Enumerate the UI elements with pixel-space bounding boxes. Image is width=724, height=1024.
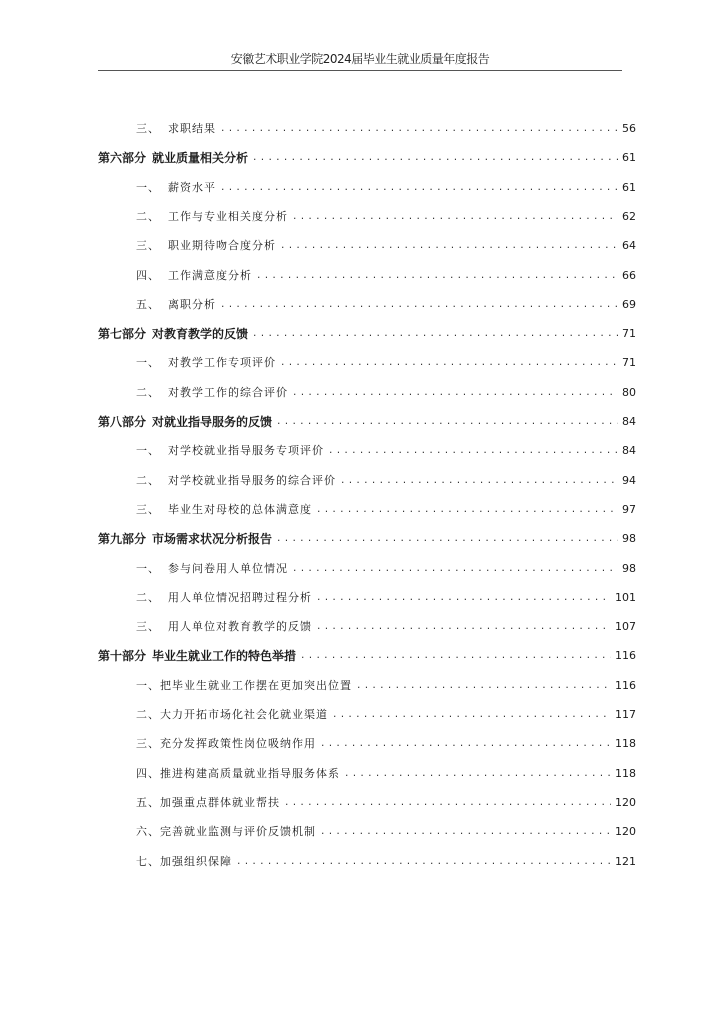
toc-dot-leader xyxy=(252,324,618,344)
toc-entry-number: 第六部分 xyxy=(98,151,147,166)
toc-section-entry[interactable] xyxy=(136,793,636,813)
toc-part-entry[interactable] xyxy=(98,148,636,168)
toc-dot-leader xyxy=(220,295,618,315)
toc-dot-leader xyxy=(220,119,618,139)
toc-entry-number: 一、 xyxy=(136,561,160,575)
toc-dot-leader xyxy=(316,500,618,520)
toc-entry-number: 第九部分 xyxy=(98,532,147,547)
toc-entry-label xyxy=(136,588,312,608)
toc-entry-title: 一、把毕业生就业工作摆在更加突出位置 xyxy=(136,678,352,692)
toc-page-number: 84 xyxy=(622,444,636,458)
toc-entry-title: 五、加强重点群体就业帮扶 xyxy=(136,795,280,809)
toc-dot-leader xyxy=(316,588,611,608)
toc-section-entry[interactable] xyxy=(136,500,636,520)
toc-page-number: 118 xyxy=(615,737,636,751)
toc-page-number: 120 xyxy=(615,795,636,809)
toc-entry-label xyxy=(136,617,312,637)
toc-section-entry[interactable] xyxy=(136,119,636,139)
toc-page-number: 107 xyxy=(615,620,636,634)
toc-entry-label xyxy=(98,412,272,432)
toc-entry-label xyxy=(136,471,336,491)
toc-entry-title: 参与问卷用人单位情况 xyxy=(168,561,288,575)
toc-dot-leader xyxy=(320,734,611,754)
toc-page-number: 64 xyxy=(622,239,636,253)
toc-entry-label xyxy=(136,266,252,286)
toc-page-number: 121 xyxy=(615,854,636,868)
toc-page-number: 61 xyxy=(622,151,636,165)
toc-section-entry[interactable] xyxy=(136,764,636,784)
toc-entry-label xyxy=(136,441,324,461)
toc-entry-title: 对学校就业指导服务专项评价 xyxy=(168,444,324,458)
toc-page-number: 71 xyxy=(622,327,636,341)
toc-entry-title: 对就业指导服务的反馈 xyxy=(152,415,273,429)
toc-entry-label xyxy=(136,119,216,139)
toc-entry-label xyxy=(136,852,232,872)
toc-entry-title: 二、大力开拓市场化社会化就业渠道 xyxy=(136,708,328,721)
toc-entry-label xyxy=(98,529,272,549)
toc-page-number: 118 xyxy=(615,766,636,780)
toc-entry-number: 三、 xyxy=(136,502,160,516)
toc-entry-title: 求职结果 xyxy=(168,122,216,135)
toc-page-number: 94 xyxy=(622,473,636,487)
toc-dot-leader xyxy=(340,471,618,491)
toc-entry-label xyxy=(136,207,288,227)
toc-dot-leader xyxy=(280,353,618,373)
toc-section-entry[interactable] xyxy=(136,353,636,373)
toc-section-entry[interactable] xyxy=(136,588,636,608)
toc-dot-leader xyxy=(220,178,618,198)
toc-entry-label xyxy=(136,353,276,373)
toc-entry-title: 毕业生对母校的总体满意度 xyxy=(168,502,312,516)
toc-section-entry[interactable] xyxy=(136,178,636,198)
running-header xyxy=(98,48,622,71)
toc-part-entry[interactable] xyxy=(98,646,636,666)
toc-entry-number: 五、 xyxy=(136,297,160,311)
toc-part-entry[interactable] xyxy=(98,324,636,344)
toc-entry-number: 二、 xyxy=(136,473,160,487)
toc-entry-title: 工作与专业相关度分析 xyxy=(168,209,288,223)
toc-dot-leader xyxy=(284,793,611,813)
toc-section-entry[interactable] xyxy=(136,822,636,842)
toc-section-entry[interactable] xyxy=(136,471,636,491)
toc-dot-leader xyxy=(300,646,611,666)
toc-entry-label xyxy=(98,324,248,344)
toc-entry-title: 四、推进构建高质量就业指导服务体系 xyxy=(136,766,340,780)
toc-entry-title: 职业期待吻合度分析 xyxy=(168,239,276,253)
toc-entry-label xyxy=(136,676,352,696)
toc-section-entry[interactable] xyxy=(136,236,636,256)
toc-dot-leader xyxy=(292,559,618,579)
toc-section-entry[interactable] xyxy=(136,295,636,315)
toc-entry-title: 市场需求状况分析报告 xyxy=(152,532,273,547)
toc-entry-number: 第七部分 xyxy=(98,327,147,342)
toc-section-entry[interactable] xyxy=(136,617,636,637)
toc-part-entry[interactable] xyxy=(98,412,636,432)
toc-section-entry[interactable] xyxy=(136,441,636,461)
toc-entry-title: 对教学工作的综合评价 xyxy=(168,385,288,399)
toc-section-entry[interactable] xyxy=(136,383,636,403)
toc-entry-title: 用人单位情况招聘过程分析 xyxy=(168,590,312,604)
toc-section-entry[interactable] xyxy=(136,207,636,227)
toc-entry-label xyxy=(136,793,280,813)
toc-part-entry[interactable] xyxy=(98,529,636,549)
toc-section-entry[interactable] xyxy=(136,734,636,754)
toc-entry-title: 工作满意度分析 xyxy=(168,268,252,282)
toc-section-entry[interactable] xyxy=(136,676,636,696)
toc-entry-label xyxy=(136,705,328,725)
toc-entry-title: 对教学工作专项评价 xyxy=(168,356,276,370)
toc-entry-number: 第十部分 xyxy=(98,649,147,664)
toc-page-number: 56 xyxy=(622,122,636,135)
toc-entry-title: 就业质量相关分析 xyxy=(152,151,249,166)
toc-dot-leader xyxy=(276,412,618,432)
header-title: 安徽艺术职业学院2024届毕业生就业质量年度报告 xyxy=(230,52,490,66)
toc-entry-number: 一、 xyxy=(136,180,160,194)
toc-entry-title: 六、完善就业监测与评价反馈机制 xyxy=(136,825,316,839)
toc-dot-leader xyxy=(328,441,618,461)
toc-entry-label xyxy=(136,295,216,315)
toc-entry-label xyxy=(136,178,216,198)
toc-entry-label xyxy=(136,500,312,520)
toc-dot-leader xyxy=(280,236,618,256)
toc-section-entry[interactable] xyxy=(136,266,636,286)
toc-entry-label xyxy=(136,383,288,403)
toc-entry-number: 三、 xyxy=(136,620,160,634)
toc-entry-label xyxy=(136,559,288,579)
toc-entry-label xyxy=(136,822,316,842)
toc-entry-label xyxy=(136,236,276,256)
toc-entry-number: 二、 xyxy=(136,590,160,604)
toc-entry-title: 用人单位对教育教学的反馈 xyxy=(168,620,312,634)
toc-page-number: 66 xyxy=(622,268,636,282)
toc-entry-label xyxy=(136,734,316,754)
toc-page-number: 98 xyxy=(622,532,636,546)
toc-section-entry[interactable] xyxy=(136,559,636,579)
toc-entry-title: 三、充分发挥政策性岗位吸纳作用 xyxy=(136,737,316,751)
toc-page-number: 97 xyxy=(622,502,636,516)
toc-page-number: 62 xyxy=(622,209,636,223)
toc-page-number: 116 xyxy=(615,649,636,663)
toc-page-number: 117 xyxy=(615,708,636,721)
toc-section-entry[interactable] xyxy=(136,705,636,725)
toc-entry-number: 二、 xyxy=(136,209,160,223)
toc-dot-leader xyxy=(276,529,618,549)
toc-page-number: 120 xyxy=(615,825,636,839)
toc-dot-leader xyxy=(292,383,618,403)
toc-dot-leader xyxy=(292,207,618,227)
toc-entry-label xyxy=(98,148,248,168)
toc-entry-label xyxy=(98,646,296,666)
toc-entry-title: 毕业生就业工作的特色举措 xyxy=(152,649,297,664)
toc-page-number: 61 xyxy=(622,180,636,194)
toc-entry-number: 一、 xyxy=(136,444,160,458)
toc-entry-title: 对教育教学的反馈 xyxy=(152,327,249,342)
toc-page-number: 101 xyxy=(615,590,636,604)
toc-dot-leader xyxy=(356,676,611,696)
toc-section-entry[interactable] xyxy=(136,852,636,872)
toc-page-number: 71 xyxy=(622,356,636,370)
toc-page-number: 80 xyxy=(622,385,636,399)
toc-dot-leader xyxy=(236,852,611,872)
toc-entry-title: 对学校就业指导服务的综合评价 xyxy=(168,473,336,487)
toc-dot-leader xyxy=(332,705,611,725)
toc-page-number: 69 xyxy=(622,297,636,311)
toc-entry-number: 三、 xyxy=(136,122,160,135)
toc-entry-number: 第八部分 xyxy=(98,415,147,429)
toc-dot-leader xyxy=(320,822,611,842)
toc-page-number: 98 xyxy=(622,561,636,575)
toc-page-number: 116 xyxy=(615,678,636,692)
toc-entry-number: 二、 xyxy=(136,385,160,399)
toc-entry-number: 一、 xyxy=(136,356,160,370)
toc-dot-leader xyxy=(316,617,611,637)
toc-entry-label xyxy=(136,764,340,784)
toc-entry-title: 七、加强组织保障 xyxy=(136,854,232,868)
toc-entry-number: 三、 xyxy=(136,239,160,253)
toc-entry-title: 薪资水平 xyxy=(168,180,216,194)
toc-dot-leader xyxy=(344,764,611,784)
toc-entry-title: 离职分析 xyxy=(168,297,216,311)
toc-entry-number: 四、 xyxy=(136,268,160,282)
toc-dot-leader xyxy=(256,266,618,286)
toc-dot-leader xyxy=(252,148,618,168)
toc-page-number: 84 xyxy=(622,415,636,428)
